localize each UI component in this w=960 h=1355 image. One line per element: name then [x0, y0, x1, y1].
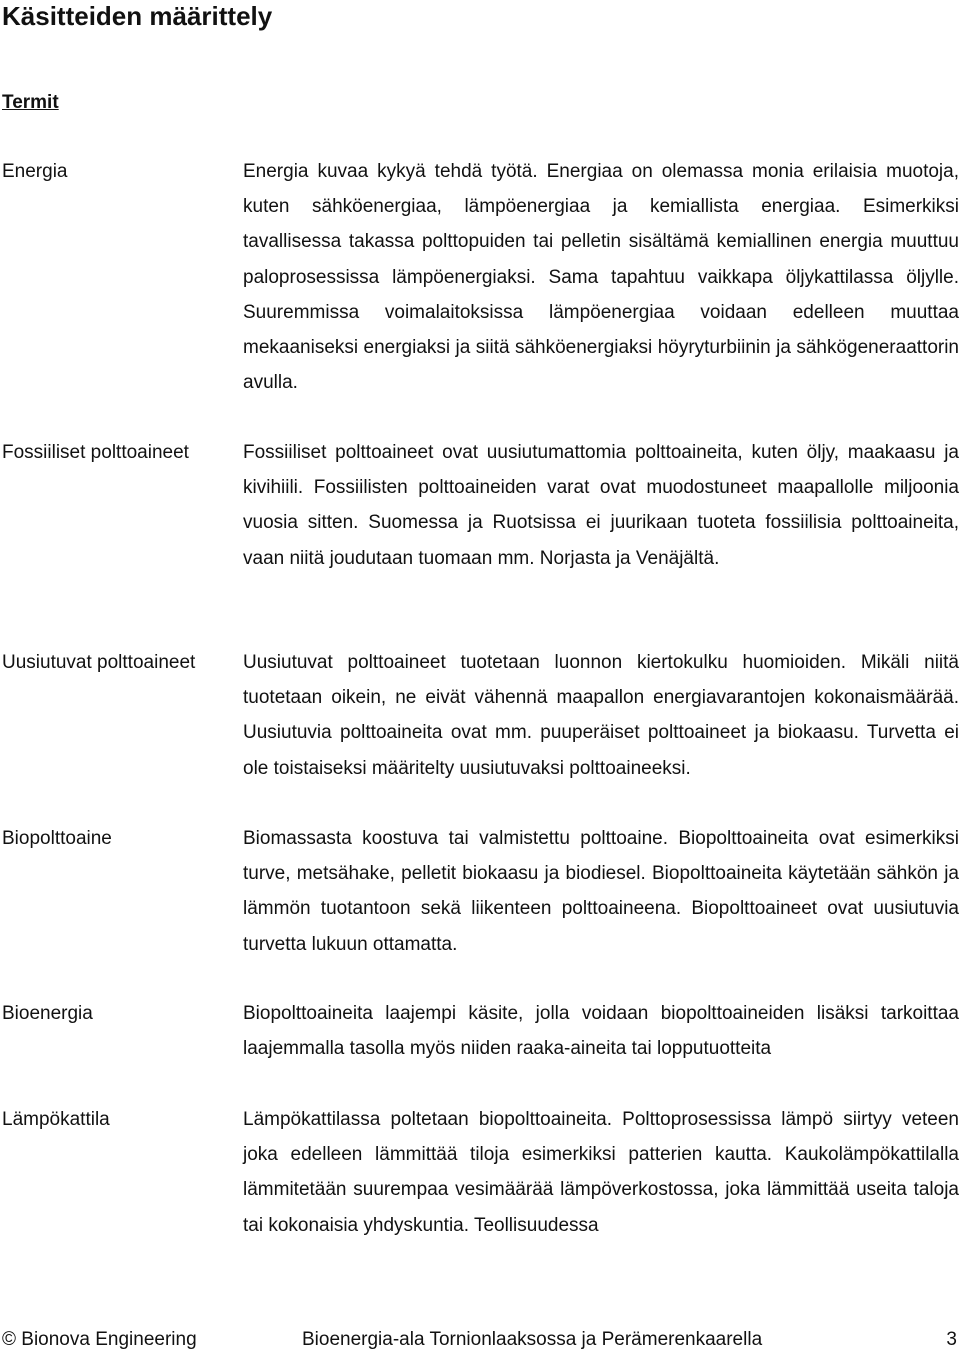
footer-copyright: © Bionova Engineering	[2, 1329, 197, 1350]
term-definition: Biopolttoaineita laajempi käsite, jolla voidaan biopolttoaineiden lisäksi tarkoittaa laajemmalla tasolla myös niiden raaka-aineita tai lopputuotteita	[243, 1003, 959, 1060]
term-label: Lämpökattila	[2, 1109, 110, 1130]
term-definition: Energia kuvaa kykyä tehdä työtä. Energiaa on olemassa monia erilaisia muotoja, kuten sähköenergiaa, lämpöenergiaa ja kemiallista energiaa. Esimerkiksi tavallisessa takassa polttopuiden tai pelletin sisältämä kemiallinen energia muuttuu paloprosessissa lämpöenergiaksi. Sama tapahtuu vaikkapa öljykattilassa öljylle. Suuremmissa voimalaitoksissa lämpöenergiaa voidaan edelleen muuttaa mekaaniseksi energiaksi ja siitä sähköenergiaksi höyryturbiinin ja sähkögeneraattorin avulla.	[243, 161, 959, 394]
term-label: Bioenergia	[2, 1003, 93, 1024]
term-definition: Fossiiliset polttoaineet ovat uusiutumattomia polttoaineita, kuten öljy, maakaasu ja kivihiili. Fossiilisten polttoaineiden varat ovat muodostuneet maapallolle miljoonia vuosia sitten. Suomessa ja Ruotsissa ei juurikaan tuoteta fossiilisia polttoaineita, vaan niitä joudutaan tuomaan mm. Norjasta ja Venäjältä.	[243, 442, 959, 569]
page-footer	[0, 1325, 960, 1355]
term-definition: Biomassasta koostuva tai valmistettu polttoaine. Biopolttoaineita ovat esimerkiksi turve, metsähake, pelletit biokaasu ja biodiesel. Biopolttoaineita käytetään sähkön ja lämmön tuotantoon sekä liikenteen polttoaineena. Biopolttoaineet ovat uusiutuvia turvetta lukuun ottamatta.	[243, 828, 959, 955]
term-definition: Uusiutuvat polttoaineet tuotetaan luonnon kiertokulku huomioiden. Mikäli niitä tuotetaan oikein, ne eivät vähennä maapallon energiavarantojen kokonaismäärää. Uusiutuvia polttoaineita ovat mm. puuperäiset polttoaineet ja biokaasu. Turvetta ei ole toistaiseksi määritelty uusiutuvaksi polttoaineeksi.	[243, 652, 959, 779]
page-title: Käsitteiden määrittely	[2, 1, 273, 31]
footer-page-number: 3	[946, 1329, 957, 1350]
footer-document-title: Bioenergia-ala Tornionlaaksossa ja Perämerenkaarella	[302, 1329, 763, 1350]
term-label: Biopolttoaine	[2, 828, 112, 849]
term-label: Fossiiliset polttoaineet	[2, 442, 189, 463]
term-definition: Lämpökattilassa poltetaan biopolttoaineita. Polttoprosessissa lämpö siirtyy veteen joka edelleen lämmittää tiloja esimerkiksi patterien kautta. Kaukolämpökattilalla lämmitetään suurempaa vesimäärää lämpöverkostossa, joka lämmittää useita taloja tai kokonaisia yhdyskuntia. Teollisuudessa	[243, 1109, 959, 1236]
term-label: Energia	[2, 161, 68, 182]
section-heading-terms: Termit	[2, 92, 59, 113]
term-label: Uusiutuvat polttoaineet	[2, 652, 196, 673]
